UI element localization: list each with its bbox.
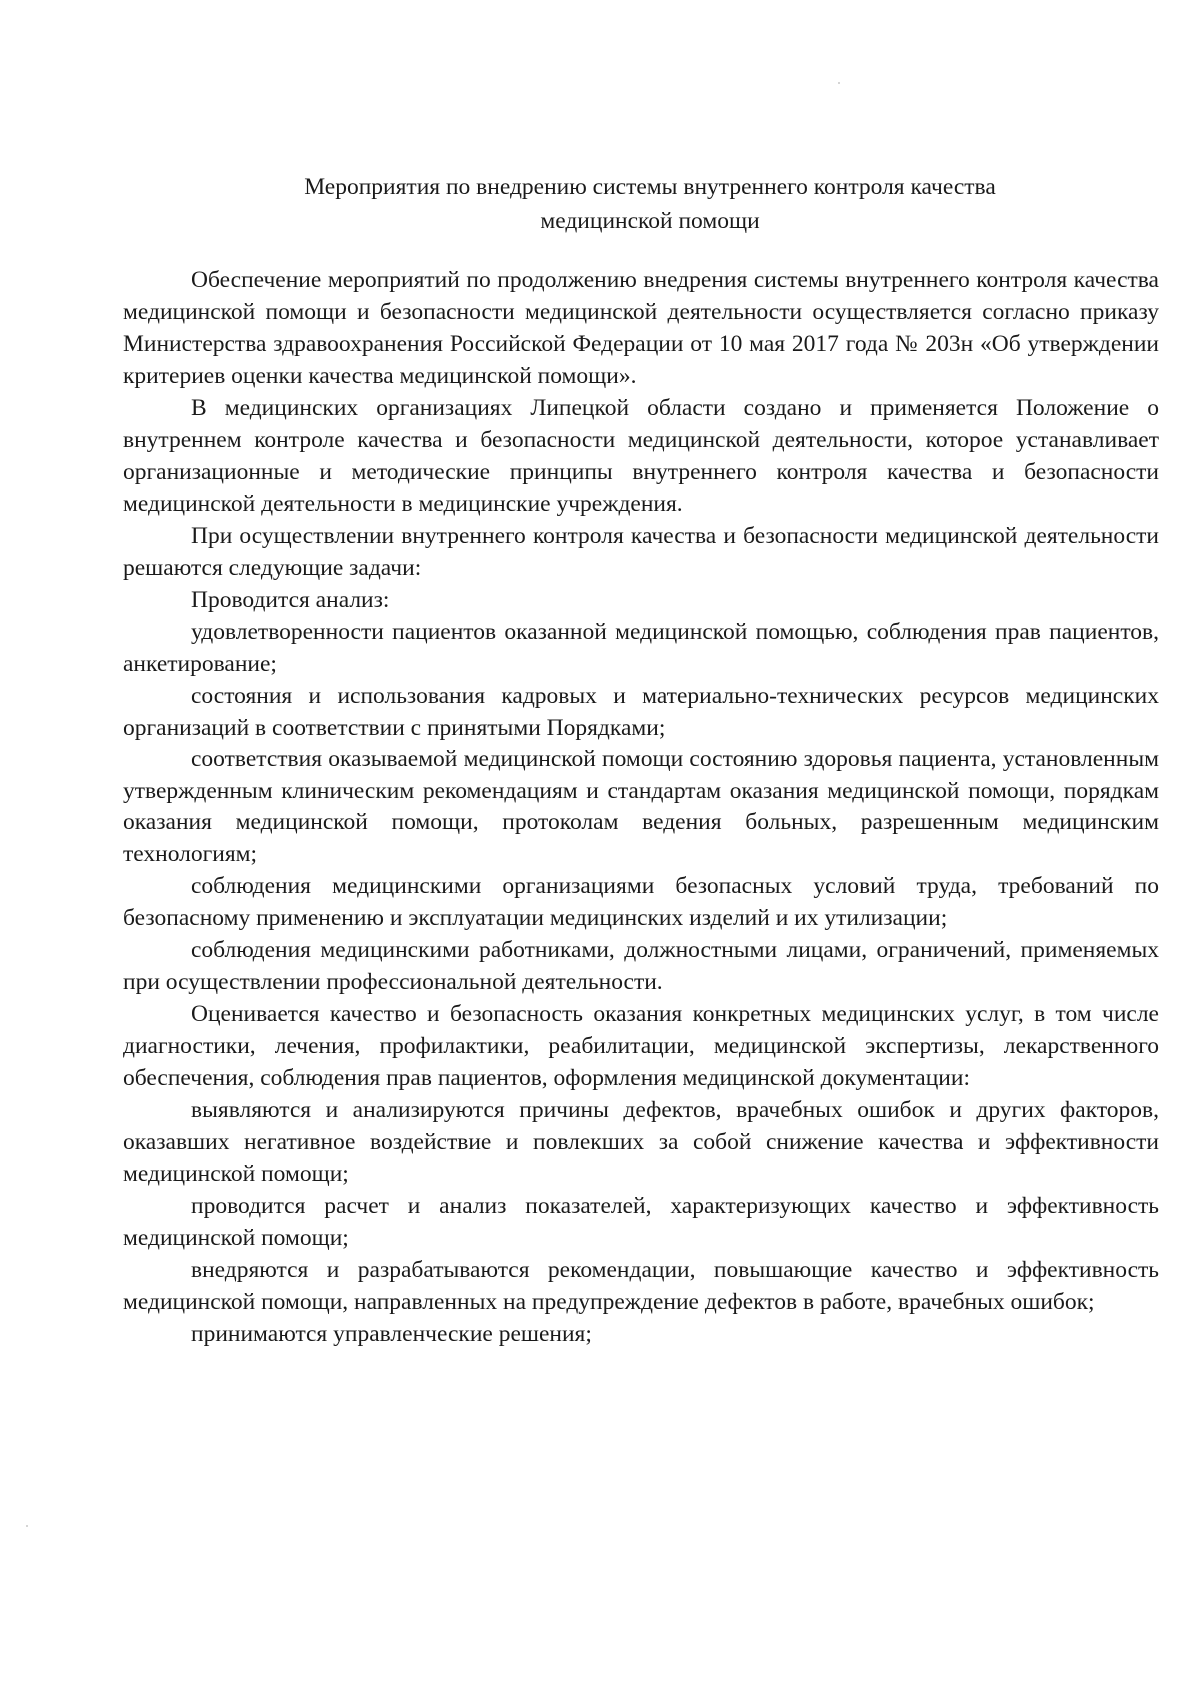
paragraph-indicators: проводится расчет и анализ показателей, характеризующих качество и эффективность медицинской помощи;	[123, 1193, 1159, 1251]
paragraph-analysis-restrictions: соблюдения медицинскими работниками, должностными лицами, ограничений, применяемых при осуществлении профессиональной деятельности.	[123, 937, 1159, 995]
paragraph-recommendations: внедряются и разрабатываются рекомендации, повышающие качество и эффективность медицинской помощи, направленных на предупреждение дефектов в работе, врачебных ошибок;	[123, 1257, 1159, 1315]
paragraph-analysis-safety: соблюдения медицинскими организациями безопасных условий труда, требований по безопасному применению и эксплуатации медицинских изделий и их утилизации;	[123, 873, 1159, 931]
paragraph-analysis-heading: Проводится анализ:	[191, 587, 390, 613]
paragraph-analysis-satisfaction: удовлетворенности пациентов оказанной медицинской помощью, соблюдения прав пациентов, анкетирование;	[123, 619, 1159, 677]
paragraph-analysis-resources: состояния и использования кадровых и материально-технических ресурсов медицинских организаций в соответствии с принятыми Порядками;	[123, 683, 1159, 741]
title-line-2: медицинской помощи	[540, 208, 760, 234]
scan-speck	[838, 82, 840, 84]
title-line-1: Мероприятия по внедрению системы внутреннего контроля качества	[304, 174, 996, 200]
document-body	[123, 264, 1159, 1350]
paragraph-assessment: Оценивается качество и безопасность оказания конкретных медицинских услуг, в том числе диагностики, лечения, профилактики, реабилитации, медицинской экспертизы, лекарственного обеспечения, соблюдения прав пациентов, оформления медицинской документации:	[123, 1001, 1159, 1091]
paragraph-defects: выявляются и анализируются причины дефектов, врачебных ошибок и других факторов, оказавших негативное воздействие и повлекших за собой снижение качества и эффективности медицинской помощи;	[123, 1097, 1159, 1187]
paragraph-regulation: В медицинских организациях Липецкой области создано и применяется Положение о внутреннем контроле качества и безопасности медицинской деятельности, которое устанавливает организационные и методические принципы внутреннего контроля качества и безопасности медицинской деятельности в медицинские учреждения.	[123, 395, 1159, 517]
scan-speck	[26, 1525, 28, 1527]
paragraph-intro: Обеспечение мероприятий по продолжению внедрения системы внутреннего контроля качества медицинской помощи и безопасности медицинской деятельности осуществляется согласно приказу Министерства здравоохранения Российской Федерации от 10 мая 2017 года № 203н «Об утверждении критериев оценки качества медицинской помощи».	[123, 267, 1159, 389]
paragraph-decisions: принимаются управленческие решения;	[191, 1321, 592, 1347]
paragraph-analysis-compliance: соответствия оказываемой медицинской помощи состоянию здоровья пациента, установленным утвержденным клиническим рекомендациям и стандартам оказания медицинской помощи, порядкам оказания медицинской помощи, протоколам ведения больных, разрешенным медицинским технологиям;	[123, 746, 1159, 867]
paragraph-tasks-intro: При осуществлении внутреннего контроля качества и безопасности медицинской деятельности решаются следующие задачи:	[123, 523, 1159, 581]
document-title	[200, 170, 1100, 238]
